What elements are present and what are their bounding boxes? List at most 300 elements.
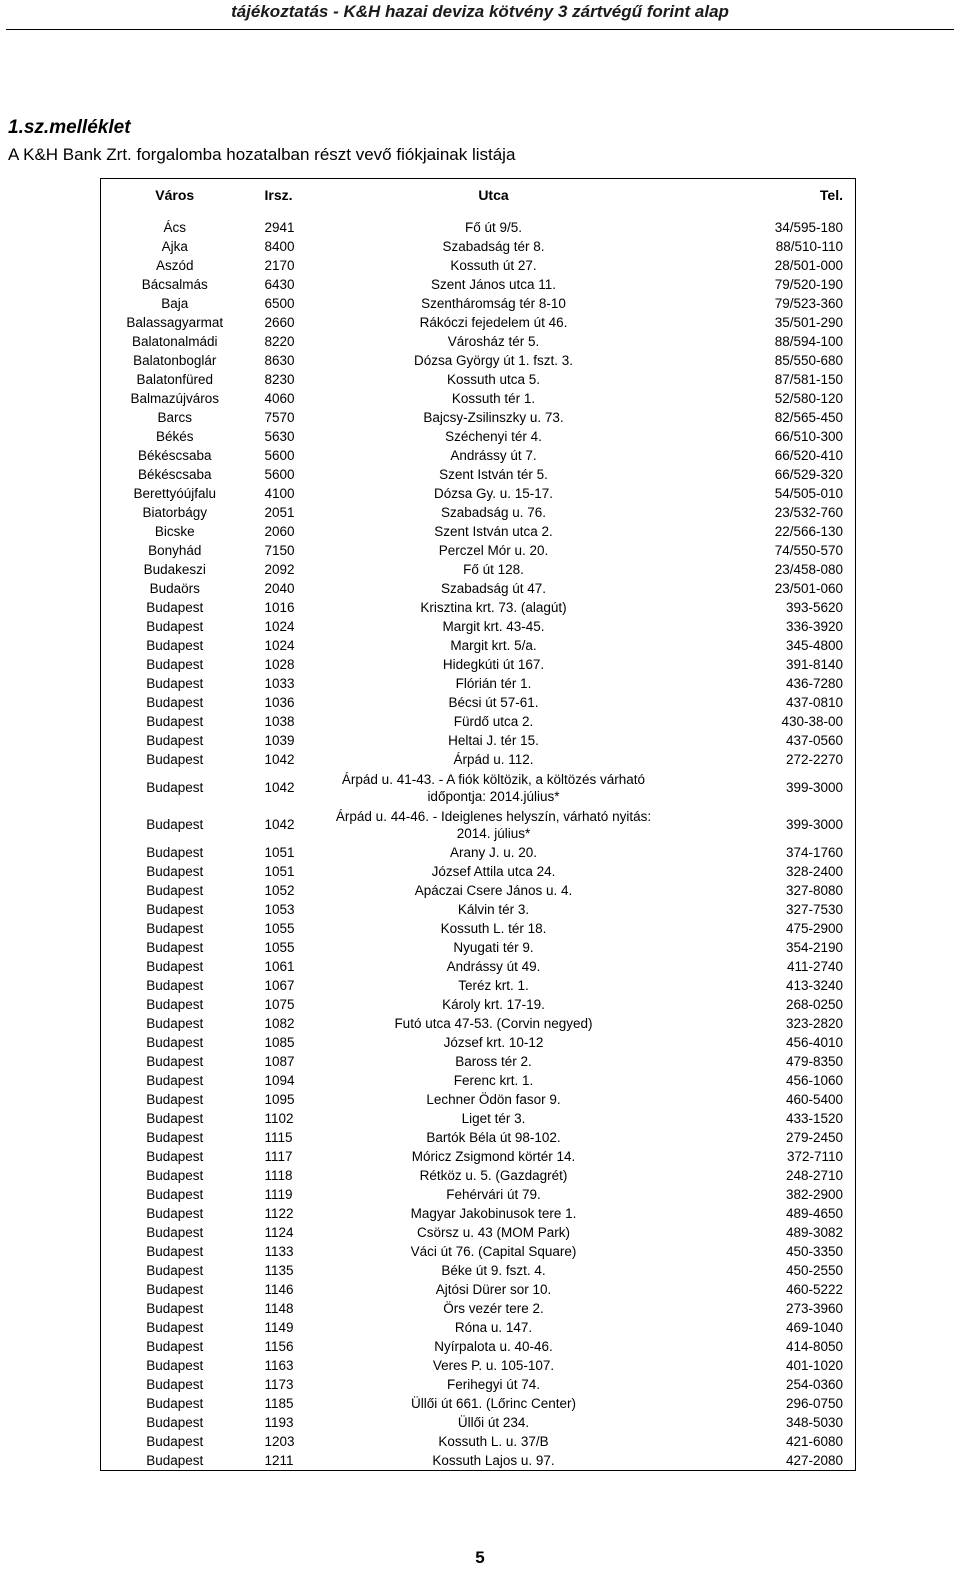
cell-phone: 88/594-100 bbox=[774, 334, 843, 349]
cell-city: Budapest bbox=[146, 1073, 204, 1088]
table-row bbox=[101, 1223, 856, 1242]
cell-zip: 2060 bbox=[264, 524, 295, 539]
cell-zip: 1118 bbox=[264, 1168, 293, 1183]
table-row bbox=[101, 560, 856, 579]
cell-city: Budapest bbox=[146, 1035, 204, 1050]
table-row bbox=[101, 1204, 856, 1223]
cell-city: Budapest bbox=[146, 1263, 204, 1278]
cell-city: Biatorbágy bbox=[142, 505, 208, 520]
cell-phone: 430-38-00 bbox=[781, 714, 843, 729]
cell-city: Budapest bbox=[146, 1301, 204, 1316]
cell-street: Móricz Zsigmond körtér 14. bbox=[411, 1149, 576, 1164]
table-row bbox=[101, 370, 856, 389]
column-header-phone: Tel. bbox=[819, 187, 843, 203]
cell-phone: 450-2550 bbox=[785, 1263, 843, 1278]
cell-phone: 374-1760 bbox=[785, 845, 843, 860]
cell-city: Budapest bbox=[146, 1339, 204, 1354]
cell-phone: 354-2190 bbox=[785, 940, 843, 955]
cell-street: Bajcsy-Zsilinszky u. 73. bbox=[423, 410, 564, 425]
cell-zip: 1115 bbox=[264, 1130, 293, 1145]
table-row bbox=[101, 351, 856, 370]
column-header-zip: Irsz. bbox=[264, 187, 293, 203]
cell-phone: 450-3350 bbox=[785, 1244, 843, 1259]
cell-zip: 6500 bbox=[264, 296, 295, 311]
cell-zip: 1085 bbox=[264, 1035, 295, 1050]
cell-street: Béke út 9. fszt. 4. bbox=[441, 1263, 546, 1278]
table-row bbox=[101, 957, 856, 976]
cell-phone: 399-3000 bbox=[785, 780, 843, 795]
table-row bbox=[101, 1014, 856, 1033]
table-row bbox=[101, 237, 856, 256]
cell-city: Budapest bbox=[146, 1054, 204, 1069]
cell-street: Fürdő utca 2. bbox=[453, 714, 534, 729]
cell-street: Váci út 76. (Capital Square) bbox=[410, 1244, 577, 1259]
cell-zip: 5630 bbox=[264, 429, 295, 444]
cell-street: Dózsa György út 1. fszt. 3. bbox=[413, 353, 574, 368]
cell-street: Liget tér 3. bbox=[461, 1111, 526, 1126]
cell-city: Budapest bbox=[146, 1358, 204, 1373]
table-row bbox=[101, 256, 856, 275]
table-row bbox=[101, 881, 856, 900]
cell-street: Csörsz u. 43 (MOM Park) bbox=[416, 1225, 571, 1240]
cell-city: Budapest bbox=[146, 1396, 204, 1411]
cell-phone: 88/510-110 bbox=[775, 239, 843, 254]
cell-city: Budapest bbox=[146, 1149, 204, 1164]
cell-zip: 7570 bbox=[264, 410, 295, 425]
cell-phone: 489-3082 bbox=[785, 1225, 843, 1240]
cell-phone: 273-3960 bbox=[785, 1301, 843, 1316]
cell-zip: 1124 bbox=[264, 1225, 294, 1240]
cell-zip: 6430 bbox=[264, 277, 295, 292]
cell-phone: 328-2400 bbox=[785, 864, 843, 879]
cell-city: Barcs bbox=[157, 410, 192, 425]
cell-zip: 1163 bbox=[264, 1358, 294, 1373]
table-row bbox=[101, 617, 856, 636]
cell-phone: 279-2450 bbox=[785, 1130, 843, 1145]
table-row bbox=[101, 541, 856, 560]
cell-phone: 34/595-180 bbox=[774, 220, 843, 235]
cell-zip: 1148 bbox=[264, 1301, 294, 1316]
cell-street: Városház tér 5. bbox=[447, 334, 540, 349]
table-row bbox=[101, 1394, 856, 1413]
cell-phone: 82/565-450 bbox=[774, 410, 843, 425]
cell-zip: 1042 bbox=[264, 780, 295, 795]
header-divider bbox=[6, 29, 954, 30]
cell-city: Budapest bbox=[146, 864, 204, 879]
cell-street: Fehérvári út 79. bbox=[446, 1187, 541, 1202]
cell-street: Kálvin tér 3. bbox=[457, 902, 530, 917]
cell-street: Rétköz u. 5. (Gazdagrét) bbox=[419, 1168, 568, 1183]
cell-phone: 460-5400 bbox=[785, 1092, 843, 1107]
cell-city: Budapest bbox=[146, 638, 204, 653]
cell-city: Balassagyarmat bbox=[126, 315, 224, 330]
table-row bbox=[101, 655, 856, 674]
cell-street: Fő út 128. bbox=[463, 562, 524, 577]
cell-street: Futó utca 47-53. (Corvin negyed) bbox=[394, 1016, 593, 1031]
cell-city: Budapest bbox=[146, 1244, 204, 1259]
table-row bbox=[101, 218, 856, 237]
cell-city: Budapest bbox=[146, 1130, 204, 1145]
cell-street: József Attila utca 24. bbox=[431, 864, 556, 879]
cell-zip: 5600 bbox=[264, 467, 295, 482]
cell-phone: 79/523-360 bbox=[774, 296, 843, 311]
cell-city: Budapest bbox=[146, 1282, 204, 1297]
cell-phone: 323-2820 bbox=[785, 1016, 843, 1031]
cell-phone: 28/501-000 bbox=[774, 258, 843, 273]
table-row bbox=[101, 1242, 856, 1261]
cell-zip: 1133 bbox=[264, 1244, 294, 1259]
cell-city: Budapest bbox=[146, 1168, 204, 1183]
cell-street: Ferihegyi út 74. bbox=[446, 1377, 541, 1392]
table-row bbox=[101, 579, 856, 598]
table-row bbox=[101, 1090, 856, 1109]
cell-city: Budapest bbox=[146, 600, 204, 615]
cell-phone: 272-2270 bbox=[785, 752, 843, 767]
table-row bbox=[101, 1356, 856, 1375]
table-row bbox=[101, 712, 856, 731]
cell-street: Árpád u. 44-46. - Ideiglenes helyszín, várható nyitás: 2014. július* bbox=[335, 808, 652, 841]
cell-street: Flórián tér 1. bbox=[455, 676, 532, 691]
cell-zip: 1135 bbox=[264, 1263, 294, 1278]
table-row bbox=[101, 862, 856, 881]
table-row bbox=[101, 693, 856, 712]
cell-phone: 66/529-320 bbox=[774, 467, 843, 482]
cell-street: Árpád u. 41-43. - A fiók költözik, a költözés várható időpontja: 2014.július* bbox=[341, 771, 646, 804]
cell-zip: 1211 bbox=[264, 1453, 294, 1468]
table-row bbox=[101, 465, 856, 484]
cell-city: Budapest bbox=[146, 1377, 204, 1392]
cell-city: Budapest bbox=[146, 676, 204, 691]
header-spacer bbox=[101, 211, 856, 218]
cell-zip: 1042 bbox=[264, 817, 295, 832]
cell-city: Budapest bbox=[146, 1434, 204, 1449]
cell-street: Rákóczi fejedelem út 46. bbox=[419, 315, 568, 330]
cell-street: Dózsa Gy. u. 15-17. bbox=[433, 486, 554, 501]
cell-phone: 66/510-300 bbox=[774, 429, 843, 444]
cell-phone: 413-3240 bbox=[785, 978, 843, 993]
cell-zip: 1119 bbox=[264, 1187, 293, 1202]
cell-street: Szabadság út 47. bbox=[440, 581, 547, 596]
cell-street: Kossuth L. u. 37/B bbox=[438, 1434, 549, 1449]
column-header-street: Utca bbox=[478, 187, 509, 203]
cell-phone: 475-2900 bbox=[785, 921, 843, 936]
table-row bbox=[101, 769, 856, 806]
cell-zip: 1042 bbox=[264, 752, 295, 767]
cell-city: Aszód bbox=[155, 258, 194, 273]
cell-street: Üllői út 234. bbox=[457, 1415, 530, 1430]
cell-city: Budapest bbox=[146, 1453, 204, 1468]
cell-street: Szabadság tér 8. bbox=[442, 239, 545, 254]
cell-street: Ferenc krt. 1. bbox=[453, 1073, 534, 1088]
cell-phone: 54/505-010 bbox=[774, 486, 843, 501]
table-row bbox=[101, 900, 856, 919]
cell-city: Budapest bbox=[146, 752, 204, 767]
cell-zip: 2051 bbox=[264, 505, 295, 520]
cell-zip: 1028 bbox=[264, 657, 295, 672]
cell-zip: 1117 bbox=[264, 1149, 293, 1164]
table-row bbox=[101, 598, 856, 617]
cell-phone: 327-8080 bbox=[785, 883, 843, 898]
cell-city: Budakeszi bbox=[143, 562, 206, 577]
cell-city: Békés bbox=[155, 429, 194, 444]
cell-phone: 66/520-410 bbox=[774, 448, 843, 463]
cell-city: Budapest bbox=[146, 921, 204, 936]
cell-phone: 327-7530 bbox=[785, 902, 843, 917]
table-row bbox=[101, 1166, 856, 1185]
cell-city: Budapest bbox=[146, 997, 204, 1012]
table-row bbox=[101, 313, 856, 332]
cell-street: Örs vezér tere 2. bbox=[443, 1301, 544, 1316]
branch-table bbox=[100, 178, 856, 1471]
table-header-row bbox=[101, 179, 856, 212]
cell-city: Budapest bbox=[146, 817, 204, 832]
cell-street: Hidegkúti út 167. bbox=[442, 657, 545, 672]
cell-city: Budapest bbox=[146, 1415, 204, 1430]
cell-phone: 382-2900 bbox=[785, 1187, 843, 1202]
table-row bbox=[101, 976, 856, 995]
cell-street: Szent István utca 2. bbox=[434, 524, 553, 539]
table-row bbox=[101, 1432, 856, 1451]
cell-zip: 8230 bbox=[264, 372, 295, 387]
cell-zip: 1075 bbox=[264, 997, 295, 1012]
cell-zip: 1036 bbox=[264, 695, 295, 710]
cell-zip: 1061 bbox=[264, 959, 295, 974]
cell-phone: 372-7110 bbox=[786, 1149, 843, 1164]
table-row bbox=[101, 1052, 856, 1071]
cell-phone: 460-5222 bbox=[785, 1282, 843, 1297]
cell-zip: 1156 bbox=[264, 1339, 294, 1354]
cell-city: Bicske bbox=[154, 524, 195, 539]
cell-phone: 489-4650 bbox=[785, 1206, 843, 1221]
cell-city: Budapest bbox=[146, 733, 204, 748]
cell-zip: 1122 bbox=[264, 1206, 294, 1221]
cell-zip: 1051 bbox=[264, 845, 295, 860]
table-row bbox=[101, 1033, 856, 1052]
column-header-city: Város bbox=[155, 187, 195, 203]
document-title: 1.sz.melléklet bbox=[8, 117, 131, 138]
cell-city: Békéscsaba bbox=[137, 467, 212, 482]
cell-city: Balatonalmádi bbox=[131, 334, 218, 349]
cell-zip: 1082 bbox=[264, 1016, 295, 1031]
table-row bbox=[101, 503, 856, 522]
table-row bbox=[101, 731, 856, 750]
cell-phone: 348-5030 bbox=[785, 1415, 843, 1430]
cell-street: Baross tér 2. bbox=[455, 1054, 532, 1069]
cell-zip: 2941 bbox=[264, 220, 295, 235]
table-row bbox=[101, 1261, 856, 1280]
cell-phone: 345-4800 bbox=[785, 638, 843, 653]
cell-phone: 35/501-290 bbox=[774, 315, 843, 330]
cell-street: Nyugati tér 9. bbox=[453, 940, 534, 955]
cell-zip: 8630 bbox=[264, 353, 295, 368]
branch-table-body bbox=[101, 218, 856, 1471]
cell-phone: 23/501-060 bbox=[774, 581, 843, 596]
table-row bbox=[101, 919, 856, 938]
table-row bbox=[101, 275, 856, 294]
cell-zip: 1185 bbox=[264, 1396, 294, 1411]
cell-street: Kossuth Lajos u. 97. bbox=[432, 1453, 555, 1468]
table-row bbox=[101, 294, 856, 313]
cell-city: Ács bbox=[163, 220, 186, 235]
table-row bbox=[101, 1318, 856, 1337]
cell-zip: 7150 bbox=[264, 543, 295, 558]
cell-zip: 1149 bbox=[264, 1320, 294, 1335]
cell-city: Balatonfüred bbox=[136, 372, 214, 387]
cell-phone: 23/458-080 bbox=[774, 562, 843, 577]
cell-phone: 87/581-150 bbox=[774, 372, 843, 387]
cell-city: Balmazújváros bbox=[130, 391, 220, 406]
cell-phone: 437-0810 bbox=[785, 695, 843, 710]
cell-street: Szabadság u. 76. bbox=[440, 505, 547, 520]
cell-zip: 1146 bbox=[264, 1282, 294, 1297]
cell-phone: 85/550-680 bbox=[774, 353, 843, 368]
cell-phone: 456-1060 bbox=[785, 1073, 843, 1088]
cell-city: Budapest bbox=[146, 883, 204, 898]
cell-street: József krt. 10-12 bbox=[443, 1035, 544, 1050]
cell-street: Andrássy út 7. bbox=[450, 448, 537, 463]
cell-street: Széchenyi tér 4. bbox=[445, 429, 542, 444]
table-row bbox=[101, 1147, 856, 1166]
table-row bbox=[101, 484, 856, 503]
cell-street: Krisztina krt. 73. (alagút) bbox=[420, 600, 567, 615]
cell-zip: 1039 bbox=[264, 733, 295, 748]
table-row bbox=[101, 1337, 856, 1356]
table-row bbox=[101, 389, 856, 408]
cell-phone: 74/550-570 bbox=[774, 543, 843, 558]
cell-zip: 4100 bbox=[264, 486, 295, 501]
cell-street: Perczel Mór u. 20. bbox=[438, 543, 549, 558]
cell-street: Róna u. 147. bbox=[454, 1320, 533, 1335]
cell-phone: 254-0360 bbox=[785, 1377, 843, 1392]
cell-phone: 23/532-760 bbox=[774, 505, 843, 520]
cell-zip: 4060 bbox=[264, 391, 295, 406]
document-subtitle: A K&H Bank Zrt. forgalomba hozatalban részt vevő fiókjainak listája bbox=[8, 145, 516, 164]
cell-street: Kossuth utca 5. bbox=[446, 372, 541, 387]
cell-city: Balatonboglár bbox=[133, 353, 217, 368]
cell-phone: 248-2710 bbox=[785, 1168, 843, 1183]
table-row bbox=[101, 843, 856, 862]
cell-phone: 421-6080 bbox=[785, 1434, 843, 1449]
cell-street: Üllői út 661. (Lőrinc Center) bbox=[410, 1396, 577, 1411]
cell-zip: 2660 bbox=[264, 315, 295, 330]
cell-street: Ajtósi Dürer sor 10. bbox=[435, 1282, 552, 1297]
cell-zip: 1024 bbox=[264, 619, 295, 634]
cell-zip: 1193 bbox=[264, 1415, 294, 1430]
table-row bbox=[101, 938, 856, 957]
cell-city: Baja bbox=[161, 296, 189, 311]
cell-zip: 1016 bbox=[264, 600, 295, 615]
cell-city: Budapest bbox=[146, 619, 204, 634]
cell-phone: 336-3920 bbox=[785, 619, 843, 634]
table-row bbox=[101, 1071, 856, 1090]
cell-city: Budapest bbox=[146, 714, 204, 729]
cell-phone: 469-1040 bbox=[785, 1320, 843, 1335]
cell-phone: 393-5620 bbox=[785, 600, 843, 615]
page-header: tájékoztatás - K&H hazai deviza kötvény 3 zártvégű forint alap bbox=[231, 2, 729, 21]
cell-phone: 456-4010 bbox=[785, 1035, 843, 1050]
cell-street: Kossuth út 27. bbox=[450, 258, 537, 273]
table-row bbox=[101, 1185, 856, 1204]
cell-city: Budapest bbox=[146, 1092, 204, 1107]
cell-zip: 1094 bbox=[264, 1073, 295, 1088]
cell-zip: 2092 bbox=[264, 562, 295, 577]
table-row bbox=[101, 446, 856, 465]
cell-zip: 2170 bbox=[264, 258, 295, 273]
cell-street: Magyar Jakobinusok tere 1. bbox=[410, 1206, 577, 1221]
cell-street: Árpád u. 112. bbox=[453, 752, 534, 767]
table-row bbox=[101, 1280, 856, 1299]
cell-phone: 79/520-190 bbox=[774, 277, 843, 292]
cell-phone: 268-0250 bbox=[785, 997, 843, 1012]
cell-phone: 411-2740 bbox=[786, 959, 843, 974]
cell-street: Margit krt. 43-45. bbox=[442, 619, 545, 634]
cell-zip: 5600 bbox=[264, 448, 295, 463]
cell-phone: 414-8050 bbox=[785, 1339, 843, 1354]
cell-phone: 296-0750 bbox=[785, 1396, 843, 1411]
table-row bbox=[101, 1299, 856, 1318]
cell-zip: 1051 bbox=[264, 864, 295, 879]
table-row bbox=[101, 1451, 856, 1471]
cell-street: Veres P. u. 105-107. bbox=[432, 1358, 555, 1373]
cell-city: Budapest bbox=[146, 940, 204, 955]
cell-zip: 1033 bbox=[264, 676, 295, 691]
table-row bbox=[101, 806, 856, 843]
table-row bbox=[101, 750, 856, 769]
table-row bbox=[101, 408, 856, 427]
cell-street: Andrássy út 49. bbox=[446, 959, 541, 974]
cell-zip: 8400 bbox=[264, 239, 295, 254]
cell-phone: 391-8140 bbox=[785, 657, 843, 672]
cell-zip: 1055 bbox=[264, 940, 295, 955]
cell-street: Heltai J. tér 15. bbox=[448, 733, 539, 748]
cell-city: Budapest bbox=[146, 695, 204, 710]
cell-phone: 433-1520 bbox=[785, 1111, 843, 1126]
cell-city: Ajka bbox=[161, 239, 188, 254]
cell-street: Szentháromság tér 8-10 bbox=[421, 296, 566, 311]
cell-phone: 427-2080 bbox=[785, 1453, 843, 1468]
cell-city: Budapest bbox=[146, 780, 204, 795]
cell-zip: 1095 bbox=[264, 1092, 295, 1107]
table-row bbox=[101, 1375, 856, 1394]
cell-zip: 2040 bbox=[264, 581, 295, 596]
cell-city: Budapest bbox=[146, 959, 204, 974]
table-row bbox=[101, 995, 856, 1014]
cell-city: Budapest bbox=[146, 978, 204, 993]
cell-street: Teréz krt. 1. bbox=[458, 978, 529, 993]
table-row bbox=[101, 674, 856, 693]
cell-street: Arany J. u. 20. bbox=[449, 845, 538, 860]
page-number: 5 bbox=[475, 1548, 485, 1567]
cell-street: Fő út 9/5. bbox=[464, 220, 523, 235]
cell-city: Budapest bbox=[146, 1111, 204, 1126]
cell-zip: 1024 bbox=[264, 638, 295, 653]
cell-zip: 1173 bbox=[264, 1377, 294, 1392]
cell-zip: 1087 bbox=[264, 1054, 295, 1069]
cell-phone: 436-7280 bbox=[785, 676, 843, 691]
cell-city: Budapest bbox=[146, 1206, 204, 1221]
cell-street: Szent István tér 5. bbox=[439, 467, 548, 482]
cell-street: Bécsi út 57-61. bbox=[448, 695, 539, 710]
cell-street: Kossuth tér 1. bbox=[451, 391, 536, 406]
table-row bbox=[101, 332, 856, 351]
cell-zip: 1055 bbox=[264, 921, 295, 936]
cell-street: Károly krt. 17-19. bbox=[442, 997, 545, 1012]
cell-city: Budapest bbox=[146, 657, 204, 672]
cell-zip: 1102 bbox=[264, 1111, 294, 1126]
cell-street: Szent János utca 11. bbox=[430, 277, 557, 292]
cell-city: Budapest bbox=[146, 1187, 204, 1202]
table-row bbox=[101, 636, 856, 655]
